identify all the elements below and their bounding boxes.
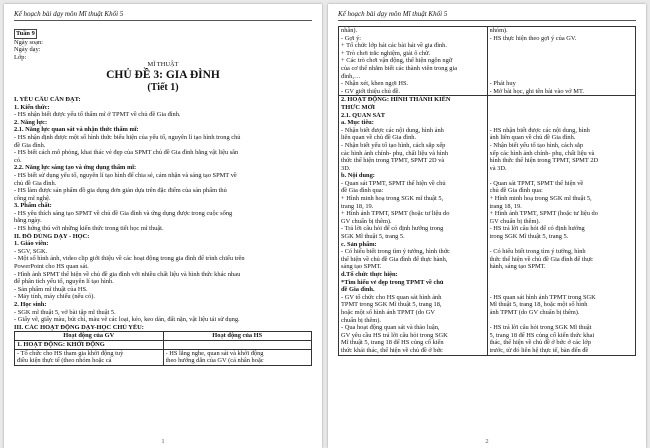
text-line: - HS làm được sản phẩm đồ gia dụng đơn giản dựa trên đặc điểm của sản phẩm thủ bbox=[14, 187, 227, 195]
table-line: - Phát huy bbox=[489, 80, 516, 88]
table-line: c. Sản phẩm: bbox=[341, 240, 377, 248]
table-line: đề Gia đình qua: bbox=[341, 187, 384, 195]
table-line: hành, sáng tạo SPMT. bbox=[489, 263, 546, 271]
table-line: - HS trả lời câu hỏi trong SGK Mĩ thuật bbox=[489, 324, 592, 332]
table-line bbox=[490, 172, 634, 180]
table-line: các hình ảnh chính- phụ, chất liệu và hình bbox=[341, 149, 449, 157]
page-1 bbox=[4, 4, 322, 448]
col-header-student: Hoạt động của HS bbox=[163, 332, 312, 341]
page-2-body bbox=[338, 26, 636, 356]
table-line: sáng tạo SPMT. bbox=[341, 263, 382, 271]
table-line: thể hiện về chủ đề Gia đình để thực hành, bbox=[341, 255, 448, 263]
table-line: - Có hiểu biết trong tìm ý tưởng, hình bbox=[489, 248, 586, 256]
table-line: *Tìm hiểu vẻ đẹp trong TPMT về chủ bbox=[341, 278, 444, 286]
table-line: 3D. bbox=[341, 164, 351, 172]
table-line: GV chuẩn bị thêm). bbox=[489, 217, 541, 225]
table-line: đề Gia đình. bbox=[341, 286, 375, 294]
table-line bbox=[490, 104, 634, 112]
table-line: - GV tổ chức cho HS quan sát hình ảnh bbox=[341, 293, 442, 301]
col-header-teacher: Hoạt động của GV bbox=[15, 332, 164, 341]
text-line: 2.1. Năng lực quan sát và nhận thức thẩm mĩ: bbox=[14, 126, 139, 134]
table-line bbox=[490, 119, 634, 127]
text-line: - Máy tính, máy chiếu (nếu có). bbox=[14, 293, 95, 301]
student-cell bbox=[487, 96, 636, 355]
table-line bbox=[490, 317, 634, 325]
table-line bbox=[490, 286, 634, 294]
text-line: đề Gia đình. bbox=[14, 141, 46, 149]
table-line bbox=[490, 271, 634, 279]
meta-class: Lớp: bbox=[14, 53, 27, 61]
text-line: - Một số hình ảnh, video clip giới thiệu về các hoạt động trong gia đình để trình chiếu trên bbox=[14, 255, 245, 263]
text-line: - Giấy vẽ, giấy màu, bút chì, màu vẽ các loại, kéo, keo dán, đất nặn, vật liệu tái sử dụng. bbox=[14, 316, 240, 324]
table-line: theo hướng dẫn của GV (cá nhân hoặc bbox=[165, 357, 264, 365]
table-line: SGK Mĩ thuật 5, trang 5. bbox=[341, 233, 405, 241]
table-line: THỨC MỚI bbox=[341, 103, 376, 111]
week-label: Tuần 9 bbox=[16, 30, 35, 37]
table-line: hình thức thể hiện trong TPMT, SPMT 2D bbox=[489, 157, 599, 165]
table-line: + Hình ảnh TPMT, SPMT (hoặc tư liệu do bbox=[489, 210, 598, 218]
text-line: III. CÁC HOẠT ĐỘNG DẠY-HỌC CHỦ YẾU: bbox=[14, 323, 144, 331]
table-line: - HS nhận biết được các nội dung, hình bbox=[489, 126, 590, 134]
table-line: - HS quan sát hình ảnh TPMT trong SGK bbox=[489, 293, 596, 301]
text-line: - HS biết sử dụng yếu tố, nguyên lí tạo hình để chia sẻ, cảm nhận và sáng tạo SPMT về bbox=[14, 171, 237, 179]
page-2 bbox=[328, 4, 646, 448]
table-line bbox=[490, 241, 634, 249]
lesson-plan-text bbox=[14, 96, 312, 331]
table-line: nhân). bbox=[341, 27, 358, 34]
table-line bbox=[490, 96, 634, 104]
section-warmup-empty bbox=[163, 340, 312, 349]
table-line: + Hình minh hoạ trong SGK mĩ thuật 5, bbox=[489, 195, 592, 203]
table-row bbox=[339, 27, 636, 96]
table-line: - Nhận xét, khen ngợi HS. bbox=[341, 80, 409, 88]
meta-date-prepared: Ngày soạn: bbox=[14, 38, 43, 46]
text-line: hằng ngày. bbox=[14, 217, 42, 225]
text-line: PowerPoint cho HS quan sát. bbox=[14, 263, 89, 271]
table-line: trang 18, 19. bbox=[341, 202, 374, 210]
text-line: I. YÊU CẦU CẦN ĐẠT: bbox=[14, 95, 81, 103]
activity-table-continued bbox=[338, 26, 636, 356]
table-line: Mĩ thuật 5, trang 18, hoặc một số hình bbox=[489, 301, 588, 309]
text-line: công mĩ nghệ. bbox=[14, 194, 51, 202]
text-line: 3. Phẩm chất: bbox=[14, 202, 52, 210]
table-line: thức thể hiện về chủ đề Gia đình để thực bbox=[489, 255, 594, 263]
table-line: thác, thể hiện về chủ đề ở bức ở các lớp bbox=[489, 339, 591, 347]
subject-title: MĨ THUẬT bbox=[147, 61, 179, 69]
table-line: - Nhận biết được các nội dung, hình ảnh bbox=[341, 126, 444, 134]
table-line: b. Nội dung: bbox=[341, 172, 375, 180]
text-line: 2. Năng lực: bbox=[14, 118, 48, 126]
table-line: - Mở bài học, ghi tên bài vào vở MT. bbox=[489, 87, 584, 95]
text-line: có. bbox=[14, 156, 22, 164]
activity-table bbox=[14, 331, 312, 365]
table-line: nhóm). bbox=[489, 27, 508, 34]
warmup-teacher-cell bbox=[15, 349, 164, 365]
text-line: - SGV, SGK. bbox=[14, 247, 48, 255]
page-header: Kế hoạch bài dạy môn Mĩ thuật Khối 5 bbox=[14, 10, 312, 21]
text-line: - HS biết cách mô phỏng, khai thác vẻ đẹp của SPMT chủ đề Gia đình bằng vật liệu sẵn bbox=[14, 149, 239, 157]
table-line: d.Tổ chức thực hiện: bbox=[341, 271, 398, 278]
table-line: - Tổ chức cho HS tham gia khởi động tuỳ bbox=[17, 349, 124, 357]
table-line: Mĩ thuật 5, trang 18 để HS củng cố kiến bbox=[341, 339, 444, 347]
table-line: - Trả lời câu hỏi để có định hướng trong bbox=[341, 225, 444, 233]
table-line: - Qua hoạt động quan sát và thảo luận, bbox=[341, 324, 440, 332]
section-warmup: 1. HOẠT ĐỘNG: KHỞI ĐỘNG bbox=[15, 340, 164, 349]
table-line: - Gợi ý: bbox=[341, 34, 362, 42]
table-line bbox=[490, 73, 634, 81]
table-line: - Nhận biết yếu tố tạo hình, cách sắp bbox=[489, 141, 584, 149]
text-line: - HS hứng thú với những kiến thức trong tiết học mĩ thuật. bbox=[14, 225, 164, 233]
table-line: trước, từ đó liên hệ thực tế, bàn đến đề bbox=[489, 346, 589, 354]
text-line: - HS nhận biết được yếu tố thẩm mĩ ở TPMT về chủ đề Gia đình. bbox=[14, 111, 181, 119]
table-line bbox=[490, 57, 634, 65]
text-line: 2. Học sinh: bbox=[14, 301, 47, 308]
table-line: trang 18, 19. bbox=[489, 202, 522, 210]
table-line: thức khái thác, thể hiện về chủ đề ở bức bbox=[341, 346, 443, 354]
meta-date-taught: Ngày dạy: bbox=[14, 46, 41, 54]
table-line bbox=[490, 42, 634, 50]
table-line: thức thể hiện trong TPMT, SPMT 2D và bbox=[341, 157, 445, 165]
table-line: 2.1. QUAN SÁT bbox=[341, 111, 386, 119]
table-line: trong SGK Mĩ thuật 5, trang 5. bbox=[489, 233, 569, 241]
table-line: xếp các hình ảnh chính- phụ, chất liệu và bbox=[489, 149, 595, 157]
page-number: 2 bbox=[485, 438, 489, 445]
topic-title: CHỦ ĐỀ 3: GIA ĐÌNH bbox=[106, 68, 220, 81]
table-line: - HS thực hiện theo gợi ý của GV. bbox=[489, 34, 577, 42]
text-line: II. ĐỒ DÙNG DẠY - HỌC: bbox=[14, 232, 90, 240]
text-line: - HS nhận định được một số hình thức biểu hiện của yếu tố, nguyên lí tạo hình trong chủ bbox=[14, 133, 241, 141]
table-line: - GV giới thiệu chủ đề. bbox=[341, 87, 400, 95]
text-line: chủ đề Gia đình. bbox=[14, 179, 57, 187]
table-line: liên quan về chủ đề Gia đình. bbox=[341, 134, 417, 142]
page-1-body bbox=[14, 29, 312, 366]
lesson-title: (Tiết 1) bbox=[147, 81, 179, 93]
table-line: của cơ thể nhằm biết các thành viên trong gia bbox=[341, 64, 458, 72]
table-line: + Hình minh hoạ trong SGK mĩ thuật 5, bbox=[341, 195, 444, 203]
table-line: TPMT trong SGK Mĩ thuật 5, trang 18, bbox=[341, 301, 442, 309]
table-row bbox=[339, 96, 636, 355]
text-line: - Hình ảnh SPMT thể hiện về chủ đề gia đình với nhiều chất liệu và hình thức khác nhau bbox=[14, 270, 241, 278]
table-line: - Quan sát TPMT, SPMT thể hiện về bbox=[489, 179, 584, 187]
table-line: a. Mục tiêu: bbox=[341, 119, 374, 127]
table-line: + Hình ảnh TPMT, SPMT (hoặc tư liệu do bbox=[341, 210, 450, 218]
table-line bbox=[490, 50, 634, 58]
table-line: - Quan sát TPMT, SPMT thể hiện về chủ bbox=[341, 179, 446, 187]
table-line: chuẩn bị thêm). bbox=[341, 316, 381, 324]
text-line: 1. Kiến thức: bbox=[14, 103, 50, 111]
table-line bbox=[490, 279, 634, 287]
warmup-student-cell bbox=[163, 349, 312, 365]
table-line: GV yêu cầu HS trả lời câu hỏi trong SGK bbox=[341, 331, 448, 339]
table-line: + Trò chơi trắc nghiệm, giải ô chữ. bbox=[341, 49, 431, 57]
table-line: đình,… bbox=[341, 72, 361, 80]
table-line: ảnh TPMT (do GV chuẩn bị thêm). bbox=[489, 308, 580, 316]
table-line: - HS trả lời câu hỏi để có định hướng bbox=[489, 225, 585, 233]
table-line: và 3D. bbox=[489, 164, 507, 172]
table-line: hoặc một số hình ảnh TPMT (do GV bbox=[341, 308, 436, 316]
table-line: - Nhận biết yếu tố tạo hình, cách sắp xếp bbox=[341, 141, 446, 149]
table-line: 2. HOẠT ĐỘNG: HÌNH THÀNH KIẾN bbox=[341, 96, 451, 104]
text-line: 2.2. Năng lực sáng tạo và ứng dụng thẩm mĩ: bbox=[14, 164, 137, 172]
table-line: ảnh liên quan về chủ đề Gia đình. bbox=[489, 134, 576, 142]
table-line bbox=[490, 65, 634, 73]
page-header: Kế hoạch bài dạy môn Mĩ thuật Khối 5 bbox=[338, 10, 636, 21]
student-cell bbox=[487, 27, 636, 96]
text-line: - SGK mĩ thuật 5, vở bài tập mĩ thuật 5. bbox=[14, 308, 116, 316]
table-line: + Tổ chức lớp hát các bài hát về gia đình. bbox=[341, 42, 447, 50]
text-line: - Sản phẩm mĩ thuật của HS. bbox=[14, 285, 88, 293]
table-line bbox=[490, 112, 634, 120]
table-line: điều kiện thực tế (theo nhóm hoặc cả bbox=[17, 357, 112, 365]
table-line: chủ đề Gia đình qua: bbox=[489, 187, 543, 195]
text-line: 1. Giáo viên: bbox=[14, 240, 49, 248]
table-line: - Có hiểu biết trong tìm ý tưởng, hình thức bbox=[341, 248, 450, 256]
teacher-cell bbox=[339, 96, 488, 355]
text-line: để phân tích yếu tố, nguyên lí tạo hình. bbox=[14, 278, 114, 286]
page-number: 1 bbox=[161, 438, 165, 445]
table-line: + Các trò chơi vận động, thể hiện ngôn ngữ bbox=[341, 57, 453, 65]
teacher-cell bbox=[339, 27, 488, 96]
text-line: - HS yêu thích sáng tạo SPMT về chủ đề Gia đình và ứng dụng được trong cuộc sống bbox=[14, 209, 233, 217]
table-line: - HS lắng nghe, quan sát và khởi động bbox=[165, 349, 264, 357]
table-line: GV chuẩn bị thêm). bbox=[341, 217, 392, 225]
table-line: 5, trang 18 để HS củng cố kiến thức khai bbox=[489, 331, 595, 339]
